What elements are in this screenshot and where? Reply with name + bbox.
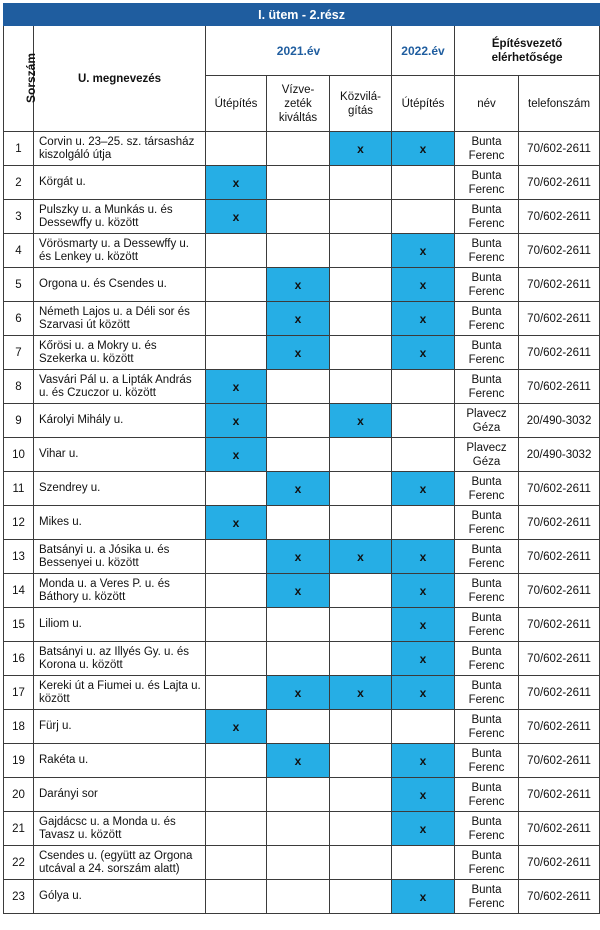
- cell-viz: [267, 608, 330, 642]
- header-sorszam: Sorszám: [4, 26, 34, 132]
- cell-koz: [330, 336, 392, 370]
- cell-viz: [267, 438, 330, 472]
- cell-koz: x: [330, 676, 392, 710]
- cell-viz: [267, 132, 330, 166]
- row-number: 9: [4, 404, 34, 438]
- table-row: [4, 268, 600, 302]
- street-name: Kőrösi u. a Mokry u. és Szekerka u. között: [34, 336, 206, 370]
- row-number: 11: [4, 472, 34, 506]
- cell-viz: [267, 812, 330, 846]
- manager-name: Plavecz Géza: [455, 438, 519, 472]
- cell-u21: [206, 234, 267, 268]
- cell-u21: [206, 302, 267, 336]
- cell-u22: [392, 710, 455, 744]
- cell-u22: [392, 200, 455, 234]
- cell-viz: x: [267, 676, 330, 710]
- cell-viz: [267, 166, 330, 200]
- cell-u21: [206, 642, 267, 676]
- cell-u21: x: [206, 506, 267, 540]
- manager-phone: 70/602-2611: [519, 268, 600, 302]
- table-row: [4, 234, 600, 268]
- cell-u21: [206, 744, 267, 778]
- manager-phone: 70/602-2611: [519, 812, 600, 846]
- cell-u22: [392, 846, 455, 880]
- cell-u22: [392, 166, 455, 200]
- row-number: 1: [4, 132, 34, 166]
- table-row: [4, 166, 600, 200]
- cell-u21: x: [206, 370, 267, 404]
- cell-u21: [206, 472, 267, 506]
- cell-u22: x: [392, 676, 455, 710]
- cell-u22: [392, 438, 455, 472]
- cell-viz: x: [267, 744, 330, 778]
- cell-koz: [330, 642, 392, 676]
- street-name: Batsányi u. az Illyés Gy. u. és Korona u. között: [34, 642, 206, 676]
- street-name: Darányi sor: [34, 778, 206, 812]
- header-epitesvezeto: Építésvezető elérhetősége: [455, 26, 600, 76]
- cell-viz: x: [267, 268, 330, 302]
- manager-name: Bunta Ferenc: [455, 574, 519, 608]
- cell-u22: x: [392, 234, 455, 268]
- manager-phone: 70/602-2611: [519, 676, 600, 710]
- table-row: [4, 812, 600, 846]
- row-number: 3: [4, 200, 34, 234]
- manager-phone: 70/602-2611: [519, 744, 600, 778]
- manager-phone: 70/602-2611: [519, 166, 600, 200]
- cell-u21: [206, 132, 267, 166]
- manager-name: Bunta Ferenc: [455, 166, 519, 200]
- cell-viz: [267, 234, 330, 268]
- street-name: Csendes u. (együtt az Orgona utcával a 24. sorszám alatt): [34, 846, 206, 880]
- manager-name: Bunta Ferenc: [455, 676, 519, 710]
- manager-name: Bunta Ferenc: [455, 778, 519, 812]
- manager-name: Bunta Ferenc: [455, 234, 519, 268]
- manager-name: Bunta Ferenc: [455, 846, 519, 880]
- cell-koz: [330, 302, 392, 336]
- manager-name: Bunta Ferenc: [455, 540, 519, 574]
- cell-koz: [330, 166, 392, 200]
- row-number: 2: [4, 166, 34, 200]
- cell-koz: x: [330, 540, 392, 574]
- cell-u22: x: [392, 812, 455, 846]
- header-year-2022: 2022.év: [392, 26, 455, 76]
- manager-name: Bunta Ferenc: [455, 268, 519, 302]
- cell-u22: x: [392, 642, 455, 676]
- row-number: 7: [4, 336, 34, 370]
- table-row: [4, 880, 600, 914]
- header-vizvezetek: Vízve-zeték kiváltás: [267, 76, 330, 132]
- cell-u21: x: [206, 166, 267, 200]
- street-name: Gólya u.: [34, 880, 206, 914]
- manager-phone: 70/602-2611: [519, 710, 600, 744]
- cell-viz: [267, 642, 330, 676]
- cell-koz: [330, 846, 392, 880]
- cell-koz: [330, 234, 392, 268]
- cell-u22: x: [392, 268, 455, 302]
- cell-koz: [330, 506, 392, 540]
- cell-u21: x: [206, 200, 267, 234]
- table-row: [4, 404, 600, 438]
- cell-u22: x: [392, 880, 455, 914]
- table-row: [4, 302, 600, 336]
- cell-u21: [206, 268, 267, 302]
- table-row: [4, 778, 600, 812]
- manager-phone: 20/490-3032: [519, 404, 600, 438]
- cell-koz: [330, 710, 392, 744]
- manager-phone: 70/602-2611: [519, 336, 600, 370]
- street-name: Gajdácsc u. a Monda u. és Tavasz u. között: [34, 812, 206, 846]
- cell-u21: x: [206, 710, 267, 744]
- header-utepites-2021: Útépítés: [206, 76, 267, 132]
- cell-viz: [267, 506, 330, 540]
- manager-phone: 70/602-2611: [519, 132, 600, 166]
- row-number: 6: [4, 302, 34, 336]
- street-name: Mikes u.: [34, 506, 206, 540]
- table-row: [4, 370, 600, 404]
- header-year-2021: 2021.év: [206, 26, 392, 76]
- cell-koz: x: [330, 404, 392, 438]
- row-number: 17: [4, 676, 34, 710]
- table-row: [4, 846, 600, 880]
- street-name: Vörösmarty u. a Dessewffy u. és Lenkey u. között: [34, 234, 206, 268]
- row-number: 16: [4, 642, 34, 676]
- cell-koz: [330, 370, 392, 404]
- table-row: [4, 438, 600, 472]
- header-nev: név: [455, 76, 519, 132]
- cell-u22: x: [392, 608, 455, 642]
- cell-u21: [206, 880, 267, 914]
- cell-viz: [267, 846, 330, 880]
- header-telefon: telefonszám: [519, 76, 600, 132]
- street-name: Fürj u.: [34, 710, 206, 744]
- cell-u22: x: [392, 574, 455, 608]
- manager-name: Bunta Ferenc: [455, 812, 519, 846]
- manager-phone: 70/602-2611: [519, 880, 600, 914]
- row-number: 12: [4, 506, 34, 540]
- table-row: [4, 540, 600, 574]
- cell-koz: [330, 812, 392, 846]
- cell-viz: x: [267, 540, 330, 574]
- street-name: Monda u. a Veres P. u. és Báthory u. között: [34, 574, 206, 608]
- row-number: 20: [4, 778, 34, 812]
- cell-koz: [330, 574, 392, 608]
- table-row: [4, 710, 600, 744]
- manager-name: Bunta Ferenc: [455, 506, 519, 540]
- cell-koz: [330, 608, 392, 642]
- cell-u22: x: [392, 132, 455, 166]
- manager-phone: 70/602-2611: [519, 778, 600, 812]
- manager-phone: 70/602-2611: [519, 200, 600, 234]
- cell-viz: [267, 778, 330, 812]
- cell-u22: [392, 506, 455, 540]
- table-row: [4, 506, 600, 540]
- cell-viz: x: [267, 574, 330, 608]
- street-name: Corvin u. 23–25. sz. társasház kiszolgáló útja: [34, 132, 206, 166]
- street-name: Rakéta u.: [34, 744, 206, 778]
- cell-u21: [206, 574, 267, 608]
- table-row: [4, 472, 600, 506]
- table-row: [4, 132, 600, 166]
- manager-phone: 70/602-2611: [519, 506, 600, 540]
- cell-u22: x: [392, 778, 455, 812]
- table-row: [4, 200, 600, 234]
- row-number: 10: [4, 438, 34, 472]
- row-number: 19: [4, 744, 34, 778]
- manager-phone: 70/602-2611: [519, 540, 600, 574]
- table-row: [4, 608, 600, 642]
- cell-viz: [267, 404, 330, 438]
- street-name: Pulszky u. a Munkás u. és Dessewffy u. között: [34, 200, 206, 234]
- cell-u21: [206, 812, 267, 846]
- manager-phone: 70/602-2611: [519, 234, 600, 268]
- street-name: Németh Lajos u. a Déli sor és Szarvasi út között: [34, 302, 206, 336]
- street-name: Liliom u.: [34, 608, 206, 642]
- cell-koz: [330, 880, 392, 914]
- cell-u22: [392, 404, 455, 438]
- cell-u21: x: [206, 404, 267, 438]
- table-row: [4, 574, 600, 608]
- cell-koz: [330, 744, 392, 778]
- manager-phone: 70/602-2611: [519, 574, 600, 608]
- manager-name: Bunta Ferenc: [455, 880, 519, 914]
- cell-u22: x: [392, 302, 455, 336]
- cell-viz: x: [267, 472, 330, 506]
- cell-u22: [392, 370, 455, 404]
- header-megnevezes: U. megnevezés: [34, 26, 206, 132]
- cell-koz: x: [330, 132, 392, 166]
- manager-name: Plavecz Géza: [455, 404, 519, 438]
- manager-name: Bunta Ferenc: [455, 608, 519, 642]
- cell-viz: [267, 200, 330, 234]
- cell-viz: x: [267, 302, 330, 336]
- street-name: Vihar u.: [34, 438, 206, 472]
- manager-name: Bunta Ferenc: [455, 642, 519, 676]
- cell-u22: x: [392, 540, 455, 574]
- table-row: [4, 676, 600, 710]
- row-number: 15: [4, 608, 34, 642]
- manager-name: Bunta Ferenc: [455, 132, 519, 166]
- manager-name: Bunta Ferenc: [455, 744, 519, 778]
- manager-phone: 70/602-2611: [519, 370, 600, 404]
- manager-phone: 70/602-2611: [519, 472, 600, 506]
- cell-u21: [206, 540, 267, 574]
- cell-viz: [267, 370, 330, 404]
- cell-u21: [206, 336, 267, 370]
- street-name: Körgát u.: [34, 166, 206, 200]
- cell-koz: [330, 472, 392, 506]
- header-kozvilagitas: Közvilá-gítás: [330, 76, 392, 132]
- row-number: 8: [4, 370, 34, 404]
- row-number: 22: [4, 846, 34, 880]
- cell-viz: [267, 710, 330, 744]
- cell-u22: x: [392, 472, 455, 506]
- street-name: Orgona u. és Csendes u.: [34, 268, 206, 302]
- cell-u21: [206, 846, 267, 880]
- row-number: 5: [4, 268, 34, 302]
- manager-name: Bunta Ferenc: [455, 336, 519, 370]
- row-number: 14: [4, 574, 34, 608]
- cell-u21: x: [206, 438, 267, 472]
- cell-koz: [330, 778, 392, 812]
- cell-u22: x: [392, 336, 455, 370]
- row-number: 21: [4, 812, 34, 846]
- street-name: Károlyi Mihály u.: [34, 404, 206, 438]
- row-number: 13: [4, 540, 34, 574]
- manager-phone: 20/490-3032: [519, 438, 600, 472]
- row-number: 18: [4, 710, 34, 744]
- cell-u21: [206, 608, 267, 642]
- row-number: 4: [4, 234, 34, 268]
- manager-phone: 70/602-2611: [519, 302, 600, 336]
- manager-phone: 70/602-2611: [519, 642, 600, 676]
- street-name: Batsányi u. a Jósika u. és Bessenyei u. között: [34, 540, 206, 574]
- cell-viz: x: [267, 336, 330, 370]
- manager-name: Bunta Ferenc: [455, 370, 519, 404]
- manager-phone: 70/602-2611: [519, 608, 600, 642]
- manager-name: Bunta Ferenc: [455, 200, 519, 234]
- cell-koz: [330, 268, 392, 302]
- schedule-table: [3, 3, 600, 914]
- manager-name: Bunta Ferenc: [455, 302, 519, 336]
- cell-u21: [206, 676, 267, 710]
- table-row: [4, 642, 600, 676]
- manager-name: Bunta Ferenc: [455, 472, 519, 506]
- street-name: Kereki út a Fiumei u. és Lajta u. között: [34, 676, 206, 710]
- table-row: [4, 744, 600, 778]
- cell-koz: [330, 438, 392, 472]
- row-number: 23: [4, 880, 34, 914]
- manager-name: Bunta Ferenc: [455, 710, 519, 744]
- cell-koz: [330, 200, 392, 234]
- cell-u21: [206, 778, 267, 812]
- header-utepites-2022: Útépítés: [392, 76, 455, 132]
- cell-viz: [267, 880, 330, 914]
- manager-phone: 70/602-2611: [519, 846, 600, 880]
- street-name: Szendrey u.: [34, 472, 206, 506]
- street-name: Vasvári Pál u. a Lipták András u. és Czuczor u. között: [34, 370, 206, 404]
- table-row: [4, 336, 600, 370]
- table-title: I. ütem - 2.rész: [4, 4, 600, 26]
- cell-u22: x: [392, 744, 455, 778]
